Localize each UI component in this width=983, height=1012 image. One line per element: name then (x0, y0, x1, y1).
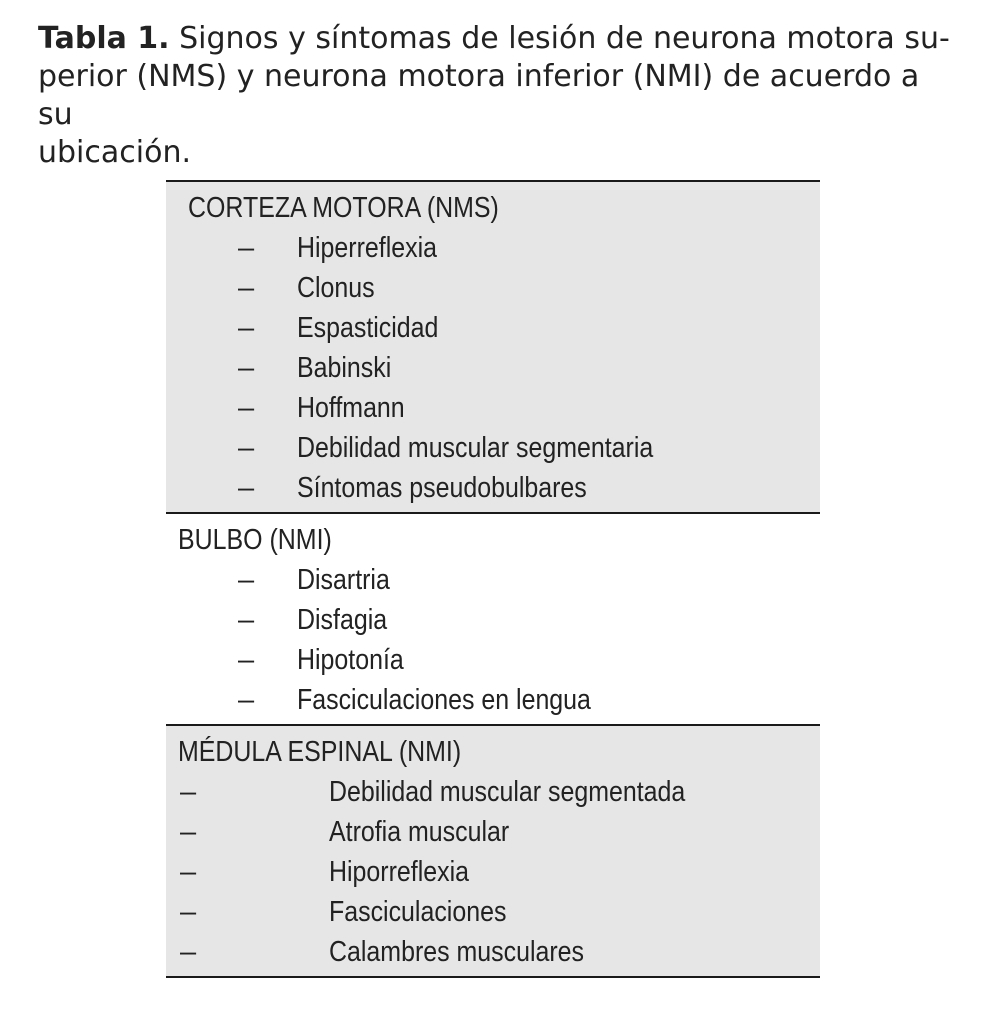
caption-label: Tabla 1. (38, 21, 170, 56)
item-dash: – (180, 936, 197, 968)
list-item (166, 600, 820, 640)
list-item (166, 228, 820, 268)
item-text: Clonus (297, 272, 375, 304)
table-caption (38, 20, 958, 172)
list-item (166, 852, 820, 892)
item-text: Espasticidad (297, 312, 439, 344)
item-dash: – (238, 232, 255, 264)
item-text: Hoffmann (297, 392, 405, 424)
item-dash: – (180, 816, 197, 848)
item-dash: – (238, 432, 255, 464)
list-item (166, 932, 820, 972)
signs-symptoms-table (166, 180, 820, 978)
section-title: MÉDULA ESPINAL (NMI) (178, 736, 462, 768)
list-item (166, 388, 820, 428)
list-item (166, 268, 820, 308)
item-text: Hipotonía (297, 644, 404, 676)
item-dash: – (180, 776, 197, 808)
section-medula-espinal (166, 724, 820, 978)
section-bulbo (166, 512, 820, 724)
list-item (166, 428, 820, 468)
item-text: Fasciculaciones en lengua (297, 684, 591, 716)
list-item (166, 468, 820, 508)
item-text: Disartria (297, 564, 390, 596)
section-title: BULBO (NMI) (178, 524, 332, 556)
item-text: Debilidad muscular segmentaria (297, 432, 654, 464)
list-item (166, 680, 820, 720)
item-text: Hiperreflexia (297, 232, 438, 264)
item-dash: – (238, 472, 255, 504)
item-dash: – (238, 604, 255, 636)
item-dash: – (238, 392, 255, 424)
section-title: CORTEZA MOTORA (NMS) (188, 192, 499, 224)
list-item (166, 560, 820, 600)
item-text: Fasciculaciones (329, 896, 507, 928)
item-text: Hiporreflexia (329, 856, 470, 888)
list-item (166, 772, 820, 812)
list-item (166, 348, 820, 388)
item-dash: – (238, 684, 255, 716)
item-dash: – (238, 564, 255, 596)
section-corteza-motora (166, 180, 820, 512)
item-dash: – (180, 856, 197, 888)
item-dash: – (180, 896, 197, 928)
item-text: Disfagia (297, 604, 388, 636)
list-item (166, 892, 820, 932)
list-item (166, 308, 820, 348)
list-item (166, 812, 820, 852)
item-dash: – (238, 272, 255, 304)
item-text: Atrofia muscular (329, 816, 510, 848)
caption-text: Signos y síntomas de lesión de neurona motora su- perior (NMS) y neurona motora inferior (NMI) de acuerdo a su ubicación. (38, 21, 950, 170)
item-text: Babinski (297, 352, 392, 384)
list-item (166, 640, 820, 680)
item-text: Debilidad muscular segmentada (329, 776, 686, 808)
item-dash: – (238, 352, 255, 384)
item-text: Calambres musculares (329, 936, 585, 968)
item-text: Síntomas pseudobulbares (297, 472, 587, 504)
item-dash: – (238, 312, 255, 344)
item-dash: – (238, 644, 255, 676)
